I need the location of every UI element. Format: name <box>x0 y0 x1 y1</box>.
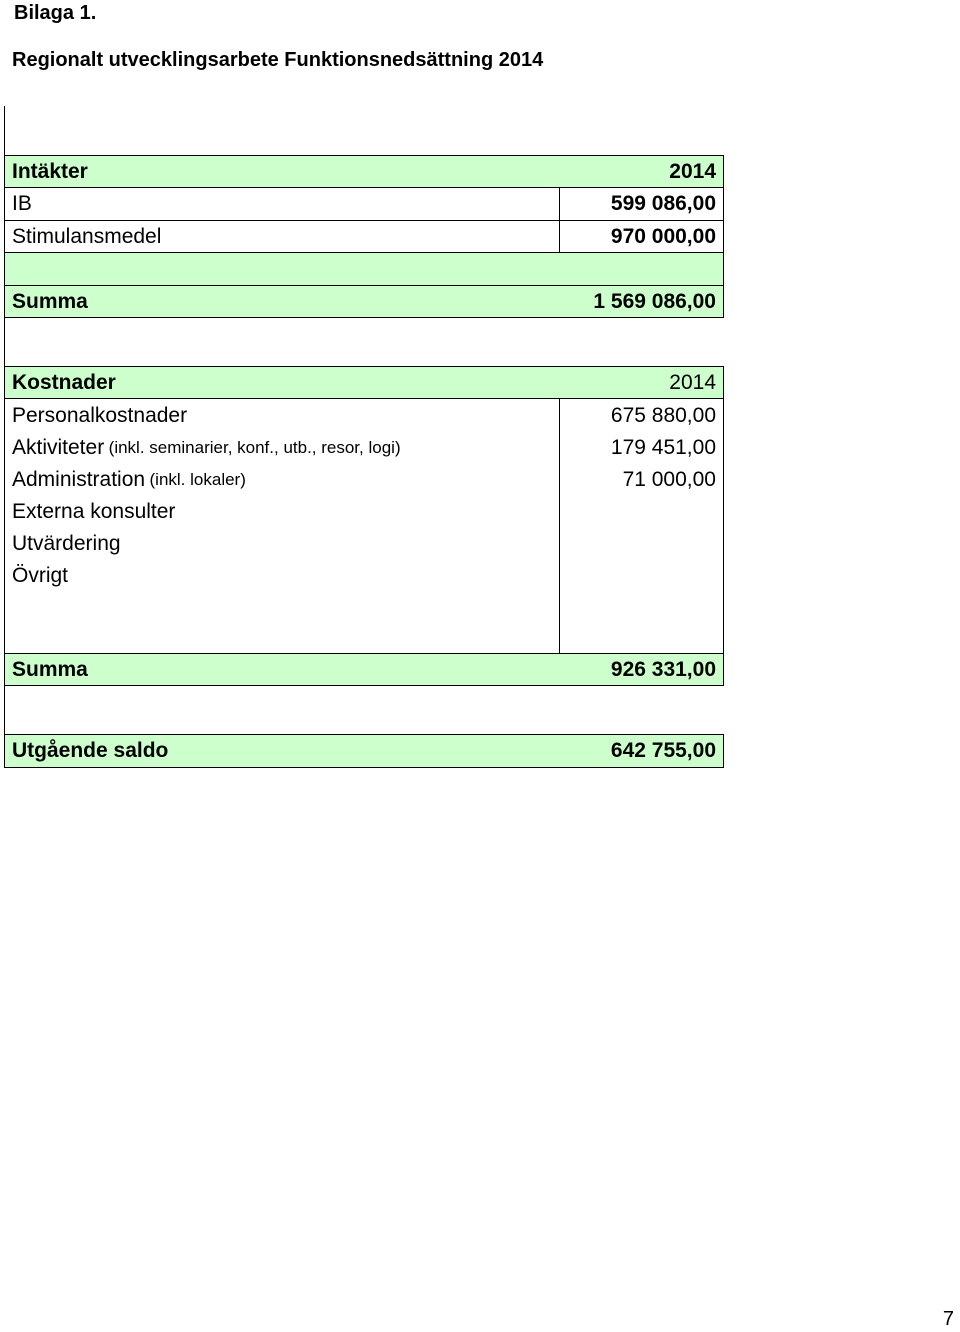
closing-balance-row <box>5 735 723 767</box>
income-total-label: Summa <box>12 289 88 313</box>
costs-header-row <box>5 367 723 399</box>
income-row-label: Stimulansmedel <box>12 224 162 248</box>
closing-balance-label: Utgående saldo <box>12 739 169 762</box>
document-title: Regionalt utvecklingsarbete Funktionsnedsättning 2014 <box>12 49 544 71</box>
costs-row-qualifier: (inkl. seminarier, konf., utb., resor, logi) <box>108 438 401 457</box>
costs-row-aktiviteter <box>5 432 723 464</box>
costs-row-konsulter <box>5 496 723 527</box>
income-row-label: IB <box>12 192 32 215</box>
costs-row-label-group <box>12 432 401 464</box>
costs-row-label: Aktiviteter <box>12 436 105 459</box>
left-margin-line <box>4 317 5 367</box>
costs-row-label: Utvärdering <box>12 531 121 555</box>
income-year: 2014 <box>669 159 716 183</box>
costs-row-label: Administration <box>12 467 146 491</box>
income-row-value: 599 086,00 <box>610 192 716 215</box>
income-spacer-row <box>5 253 723 286</box>
attachment-label: Bilaga 1. <box>14 2 97 24</box>
income-header-row <box>5 156 723 188</box>
left-margin-line <box>4 685 5 735</box>
costs-row-label: Externa konsulter <box>12 499 176 523</box>
costs-column-separator <box>559 399 560 653</box>
income-row-ib <box>5 188 723 220</box>
income-total-value: 1 569 086,00 <box>593 289 716 313</box>
costs-row-personal <box>5 400 723 431</box>
closing-balance-value: 642 755,00 <box>610 739 716 762</box>
income-total-row <box>5 286 723 317</box>
income-row-stimulansmedel <box>5 220 723 253</box>
closing-balance-table <box>4 734 724 768</box>
costs-row-label: Personalkostnader <box>12 403 188 427</box>
costs-row-label-group <box>12 464 246 495</box>
costs-row-qualifier: (inkl. lokaler) <box>149 469 246 489</box>
costs-year: 2014 <box>669 370 716 394</box>
income-heading: Intäkter <box>12 159 88 183</box>
costs-row-value: 179 451,00 <box>610 436 716 459</box>
income-column-separator <box>559 188 560 253</box>
page-number: 7 <box>942 1308 954 1330</box>
costs-table <box>4 366 724 686</box>
income-row-value: 970 000,00 <box>610 224 716 248</box>
costs-total-label: Summa <box>12 657 88 681</box>
costs-heading: Kostnader <box>12 370 116 394</box>
costs-total-row <box>5 653 723 685</box>
costs-row-label: Övrigt <box>12 563 69 587</box>
costs-total-value: 926 331,00 <box>610 657 716 681</box>
left-margin-line <box>4 106 5 156</box>
costs-row-ovrigt <box>5 560 723 591</box>
costs-row-value: 675 880,00 <box>610 403 716 427</box>
costs-row-value: 71 000,00 <box>622 467 716 491</box>
income-table <box>4 155 724 318</box>
costs-row-utvardering <box>5 528 723 559</box>
costs-row-administration <box>5 464 723 495</box>
